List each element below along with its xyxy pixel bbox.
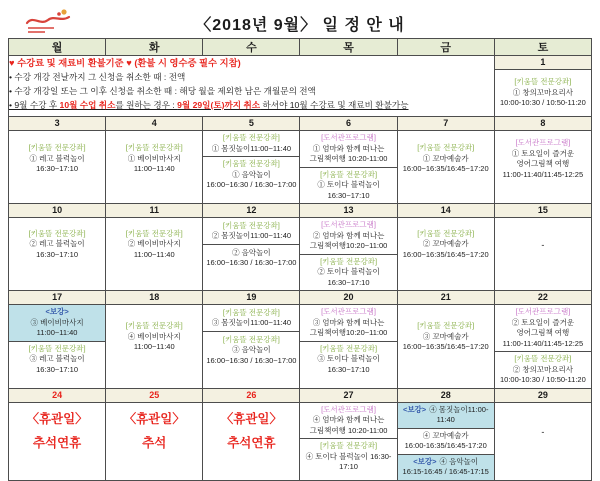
empty-marker: -	[541, 426, 545, 437]
event-line: ② 토이다 블럭놀이 16:30~17:10	[317, 267, 380, 287]
day-events	[106, 218, 202, 271]
day-events	[203, 305, 299, 369]
program-category-label: [키움뜰 전문강좌]	[320, 441, 378, 450]
date-number: 1	[495, 56, 591, 70]
date-number: 5	[203, 117, 299, 131]
day-cell-sept-1	[494, 56, 591, 117]
event-line: 그림책여행 10:20-11:00	[309, 425, 388, 435]
event-line: ③ 음악놀이	[232, 345, 271, 355]
makeup-label: <보강>	[402, 404, 427, 414]
day-events	[106, 131, 202, 187]
event-line: 10:00-10:30 / 10:50-11:20	[500, 98, 586, 108]
event-line: ① 음악놀이	[232, 169, 271, 179]
week-row-2	[9, 117, 592, 204]
event-line: ① 레고 블럭놀이 16:30~17:10	[29, 153, 85, 174]
event-block-kium	[106, 131, 202, 187]
event-line: 10:00-10:30 / 10:50-11:20	[500, 375, 586, 384]
event-line: 영어그림책 여행	[516, 159, 570, 168]
event-line: ① 몸짓놀이11:00~11:40	[211, 143, 292, 153]
event-block-kium	[106, 305, 202, 369]
notice-heading: ♥ 수강료 및 재료비 환불기준 ♥ (환불 시 영수증 필수 지참)	[9, 58, 241, 68]
event-line: 16:00-16:35/16:45-17:20	[404, 441, 487, 450]
weekday-header-3: 목	[300, 39, 397, 56]
day-cell-sept-10	[9, 204, 106, 291]
day-events	[300, 305, 396, 377]
day-events	[106, 403, 202, 461]
day-events	[203, 403, 299, 461]
event-line: 〈휴관일〉	[220, 411, 282, 426]
day-cell-sept-17	[9, 291, 106, 389]
event-block-kium	[398, 218, 494, 271]
day-events	[9, 305, 105, 377]
weekday-header-4: 금	[397, 39, 494, 56]
program-category-label: [키움뜰 전문강좌]	[514, 77, 572, 87]
event-line: ④ 엄마와 함께 떠나는	[312, 415, 385, 424]
event-line: 16:00~16:35/16:45~17:20	[402, 249, 489, 259]
notice-line: • 수강 개강일 또는 그 이후 신청을 취소한 때 : 해당 월을 제외한 남은 개월문의 전액	[9, 85, 316, 96]
event-line: ④ 베이비마사지 11:00~11:40	[127, 331, 181, 352]
event-line: 16:00~16:30 / 16:30~17:00	[206, 258, 297, 267]
program-category-label: [키움뜰 전문강좌]	[222, 133, 280, 142]
event-block-library	[300, 131, 396, 167]
day-cell-sept-11	[106, 204, 203, 291]
event-line: ② 토요일이 즐거운	[511, 317, 575, 327]
date-number: 10	[9, 204, 105, 218]
event-line	[399, 457, 493, 468]
program-category-label: [키움뜰 전문강좌]	[417, 228, 475, 238]
date-number: 22	[495, 291, 591, 305]
event-block-kium	[203, 305, 299, 331]
date-number: 21	[398, 291, 494, 305]
makeup-label: <보강>	[413, 456, 437, 466]
event-line: 11:00-11:40/11:45-12:25	[502, 169, 584, 179]
day-cell-sept-19	[203, 291, 300, 389]
day-cell-sept-8	[494, 117, 591, 204]
organization-logo	[24, 6, 76, 36]
day-events	[495, 70, 591, 116]
event-block-holiday	[106, 403, 202, 461]
event-line: ④ 꼬마예술가	[422, 430, 469, 440]
day-events	[9, 131, 105, 187]
day-cell-sept-14	[397, 204, 494, 291]
date-number: 8	[495, 117, 591, 131]
event-line: ② 창의꼬마요리사	[512, 364, 574, 374]
date-number: 14	[398, 204, 494, 218]
event-block-library	[495, 305, 591, 351]
day-events	[9, 403, 105, 461]
event-line: 그림책여행10:20~11:00	[309, 328, 388, 337]
event-block-holiday	[9, 403, 105, 461]
day-cell-sept-18	[106, 291, 203, 389]
event-text: ④ 몸짓놀이11:00-11:40	[429, 404, 489, 424]
date-number: 17	[9, 291, 105, 305]
date-number: 28	[398, 389, 494, 403]
event-line: 그림책여행 10:20-11:00	[309, 154, 388, 163]
calendar-table	[8, 38, 592, 481]
program-category-label: [도서관프로그램]	[515, 307, 571, 316]
event-line: ③ 베이비마사지 11:00~11:40	[30, 317, 84, 337]
event-block-kium	[203, 331, 299, 369]
day-cell-sept-3	[9, 117, 106, 204]
event-block-kium	[9, 218, 105, 271]
event-line: ① 베이비마사지 11:00~11:40	[127, 153, 181, 174]
event-line: ③ 토이다 블럭놀이 16:30~17:10	[317, 354, 380, 374]
notice-line: • 수강 개강 전날까지 그 신청을 취소한 때 : 전액	[9, 72, 186, 83]
event-line: 추석	[142, 435, 167, 450]
event-line: 추석연휴	[32, 435, 82, 450]
day-events	[300, 403, 396, 475]
event-block-kium	[495, 351, 591, 388]
event-line: 16:00~16:35/16:45~17:20	[402, 342, 489, 352]
day-cell-sept-4	[106, 117, 203, 204]
program-category-label: [키움뜰 전문강좌]	[320, 169, 378, 179]
event-block-kium	[300, 438, 396, 475]
day-cell-sept-27	[300, 388, 397, 480]
event-line: ① 토요일이 즐거운	[511, 148, 575, 158]
day-events	[398, 218, 494, 271]
notice-deadline-line	[9, 99, 494, 113]
day-events	[495, 305, 591, 388]
day-events	[106, 305, 202, 369]
program-category-label: [키움뜰 전문강좌]	[417, 321, 475, 331]
event-block-bogang	[9, 305, 105, 341]
event-line: 그림책여행10:20~11:00	[309, 241, 388, 250]
program-category-label: [키움뜰 전문강좌]	[320, 343, 378, 353]
date-number: 3	[9, 117, 105, 131]
day-cell-sept-28	[397, 388, 494, 480]
date-number: 7	[398, 117, 494, 131]
date-number: 24	[9, 389, 105, 403]
event-line: 11:00-11:40/11:45-12:25	[502, 338, 584, 348]
date-number: 26	[203, 389, 299, 403]
event-block-kium	[300, 167, 396, 204]
day-cell-sept-6	[300, 117, 397, 204]
event-line: ② 베이비마사지 11:00~11:40	[127, 239, 181, 259]
page-title: 〈2018년 9월〉 일 정 안 내	[195, 17, 405, 34]
day-cell-sept-15	[494, 204, 591, 291]
day-cell-sept-20	[300, 291, 397, 389]
weekday-header-row	[9, 39, 592, 56]
program-category-label: [도서관프로그램]	[321, 133, 376, 142]
event-block-library	[300, 305, 396, 341]
day-cell-sept-24	[9, 388, 106, 480]
program-category-label: [키움뜰 전문강좌]	[125, 321, 183, 331]
day-cell-sept-29	[494, 388, 591, 480]
date-number: 19	[203, 291, 299, 305]
event-block-kium	[495, 70, 591, 116]
event-line: ③ 엄마와 함께 떠나는	[312, 317, 385, 327]
program-category-label: [키움뜰 전문강좌]	[222, 220, 280, 230]
date-number: 4	[106, 117, 202, 131]
event-line: ② 레고 블럭놀이 16:30~17:10	[29, 239, 85, 259]
program-category-label: [도서관프로그램]	[321, 307, 376, 316]
weekday-header-2: 수	[203, 39, 300, 56]
day-events	[495, 403, 591, 461]
event-block-kium	[203, 156, 299, 193]
date-number: 27	[300, 389, 396, 403]
event-block-kium	[300, 254, 396, 291]
day-cell-sept-7	[397, 117, 494, 204]
event-block-library	[300, 218, 396, 254]
event-block-kium	[203, 218, 299, 244]
day-cell-sept-22	[494, 291, 591, 389]
day-events	[495, 131, 591, 187]
event-line: ① 꼬마예술가	[422, 153, 469, 163]
date-number: 29	[495, 389, 591, 403]
week-row-4	[9, 291, 592, 389]
program-category-label: [키움뜰 전문강좌]	[28, 143, 86, 153]
date-number: 13	[300, 204, 396, 218]
date-number: 18	[106, 291, 202, 305]
event-line: 〈휴관일〉	[123, 411, 185, 426]
event-block-plain	[398, 428, 494, 454]
program-category-label: [키움뜰 전문강좌]	[417, 143, 475, 153]
notice-part: 를 원하는 경우 :	[115, 99, 178, 110]
notice-part: 10월 수업 취소	[59, 99, 116, 110]
day-cell-sept-12	[203, 204, 300, 291]
event-block-holiday	[203, 403, 299, 461]
event-line: 추석연휴	[227, 435, 276, 450]
event-block-bogang	[398, 454, 494, 480]
notice-part: 9월 29일(토)까지 취소	[177, 99, 261, 110]
program-category-label: [키움뜰 전문강좌]	[222, 307, 280, 317]
event-block-plain	[203, 244, 299, 271]
day-events	[398, 403, 494, 480]
notice-part: • 9월 수강 후	[9, 99, 60, 110]
empty-marker: -	[541, 239, 545, 250]
program-category-label: [도서관프로그램]	[321, 404, 376, 414]
date-number: 6	[300, 117, 396, 131]
event-line: 영어그림책 여행	[516, 328, 570, 337]
event-block-kium	[300, 341, 396, 378]
event-block-kium	[106, 218, 202, 271]
event-line: ③ 꼬마예술가	[422, 331, 469, 341]
program-category-label: [키움뜰 전문강좌]	[28, 343, 86, 353]
event-line: ① 엄마와 함께 떠나는	[312, 143, 385, 153]
date-number: 12	[203, 204, 299, 218]
event-line: ② 몸짓놀이11:00~11:40	[211, 231, 292, 240]
week-row-3	[9, 204, 592, 291]
day-events	[203, 218, 299, 271]
day-cell-sept-26	[203, 388, 300, 480]
event-block-kium	[9, 341, 105, 378]
day-events	[495, 218, 591, 271]
event-block-kium	[398, 305, 494, 369]
program-category-label: [키움뜰 전문강좌]	[125, 228, 183, 238]
event-line: ① 창의꼬마요리사	[512, 87, 574, 97]
day-cell-sept-5	[203, 117, 300, 204]
week-row-5	[9, 388, 592, 480]
event-line: ③ 몸짓놀이11:00~11:40	[211, 318, 292, 328]
event-line: 16:00~16:30 / 16:30~17:00	[206, 180, 297, 189]
day-cell-sept-25	[106, 388, 203, 480]
event-block-kium	[398, 131, 494, 187]
program-category-label: [키움뜰 전문강좌]	[320, 256, 378, 266]
event-block-kium	[203, 131, 299, 156]
day-events	[300, 218, 396, 290]
event-line: 16:15-16:45 / 16:45-17:15	[402, 467, 489, 476]
event-line: 〈휴관일〉	[26, 411, 88, 426]
day-events	[398, 305, 494, 369]
makeup-label: <보강>	[45, 307, 69, 316]
weekday-header-1: 화	[106, 39, 203, 56]
event-block-library	[300, 403, 396, 439]
event-line: 16:00~16:35/16:45~17:20	[402, 164, 489, 174]
date-number: 11	[106, 204, 202, 218]
program-category-label: [키움뜰 전문강좌]	[222, 334, 280, 344]
event-line: ④ 토이다 블럭놀이 16:30-17:10	[305, 451, 392, 471]
date-number: 15	[495, 204, 591, 218]
program-category-label: [도서관프로그램]	[321, 220, 376, 229]
notice-part: 하셔야 10월 수강료 및 재료비 환불가능	[260, 99, 409, 110]
refund-notice	[9, 56, 495, 117]
day-events	[9, 218, 105, 271]
event-block-library	[495, 131, 591, 187]
week-row-1	[9, 56, 592, 117]
event-line	[399, 405, 493, 426]
day-events	[203, 131, 299, 193]
date-number: 25	[106, 389, 202, 403]
day-cell-sept-21	[397, 291, 494, 389]
day-cell-sept-13	[300, 204, 397, 291]
event-line: ② 꼬마예술가	[422, 239, 469, 249]
program-category-label: [키움뜰 전문강좌]	[125, 143, 183, 153]
weekday-header-5: 토	[494, 39, 591, 56]
program-category-label: [키움뜰 전문강좌]	[514, 354, 572, 363]
weekday-header-0: 월	[9, 39, 106, 56]
event-line: ② 음악놀이	[232, 247, 271, 257]
event-text: ④ 음악놀이	[439, 456, 479, 466]
program-category-label: [키움뜰 전문강좌]	[28, 228, 86, 238]
event-block-bogang	[398, 403, 494, 428]
program-category-label: [키움뜰 전문강좌]	[222, 159, 280, 168]
program-category-label: [도서관프로그램]	[515, 138, 571, 147]
event-line: ① 토이다 블럭놀이 16:30~17:10	[317, 180, 380, 200]
event-line: ② 엄마와 함께 떠나는	[312, 230, 385, 240]
date-number: 20	[300, 291, 396, 305]
event-line: ③ 레고 블럭놀이 16:30~17:10	[29, 354, 85, 374]
event-block-kium	[9, 131, 105, 187]
day-events	[300, 131, 396, 203]
event-line: 16:00~16:30 / 16:30~17:00	[206, 355, 297, 365]
day-events	[398, 131, 494, 187]
